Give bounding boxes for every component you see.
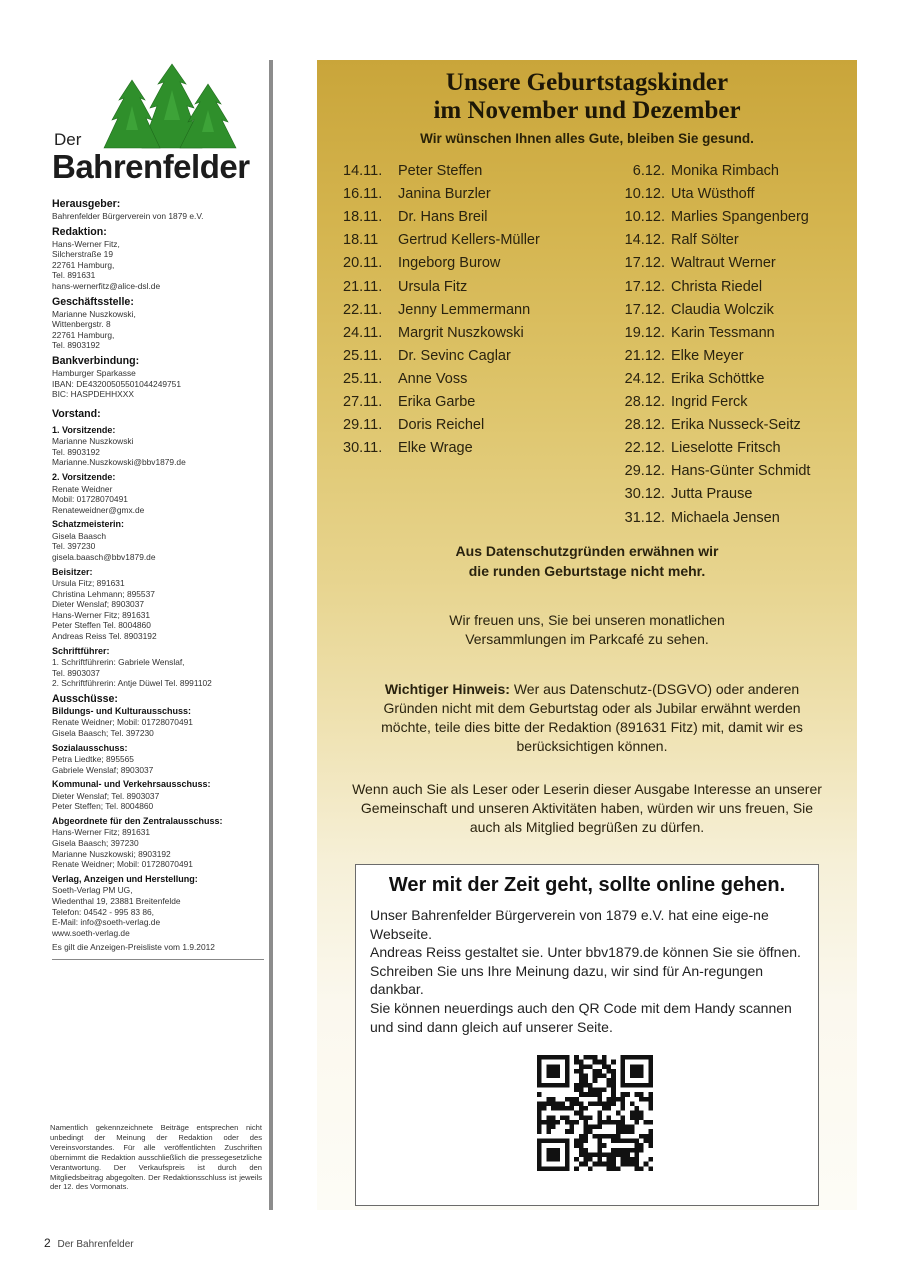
vorsitzende-1-line: Marianne Nuszkowski xyxy=(52,436,134,447)
bildungsausschuss-heading: Bildungs- und Kulturausschuss: xyxy=(52,705,192,716)
panel-subtitle: Wir wünschen Ihnen alles Gute, bleiben Sie gesund. xyxy=(420,131,754,146)
notice-label: Wichtiger Hinweis: xyxy=(384,681,510,697)
meeting-line1: Wir freuen uns, Sie bei unseren monatlichen xyxy=(449,612,725,628)
birthday-date: 14.11. xyxy=(343,163,383,179)
online-body xyxy=(370,906,806,1036)
bankverbindung-line: BIC: HASPDEHHXXX xyxy=(52,389,134,400)
footer-magazine-name: Der Bahrenfelder xyxy=(57,1239,134,1250)
birthday-entry xyxy=(343,348,511,364)
tree-logo-icon xyxy=(102,60,267,150)
birthday-date: 28.12. xyxy=(624,417,665,434)
redaktion-line: hans-wernerfitz@alice-dsl.de xyxy=(52,280,161,291)
birthday-name: Jutta Prause xyxy=(671,486,753,503)
birthday-entry xyxy=(343,232,540,248)
schatzmeisterin-heading: Schatzmeisterin: xyxy=(52,519,125,530)
beisitzer-line: Christina Lehmann; 895537 xyxy=(52,588,155,599)
birthday-entry xyxy=(343,186,491,202)
beisitzer-line: Dieter Wenslaf; 8903037 xyxy=(52,599,145,610)
birthday-name: Michaela Jensen xyxy=(671,509,780,526)
birthday-name: Margrit Nuszkowski xyxy=(398,324,524,341)
sozialausschuss-line: Petra Liedtke; 895565 xyxy=(52,754,134,765)
vorsitzende-1-line: Tel. 8903192 xyxy=(52,446,100,457)
birthday-date: 17.12. xyxy=(624,278,665,295)
birthday-panel xyxy=(317,60,857,1210)
birthday-date: 24.11. xyxy=(343,324,383,341)
schatzmeisterin-line: Gisela Baasch xyxy=(52,530,106,541)
birthday-entry xyxy=(343,440,473,456)
page-number: 2 xyxy=(44,1236,51,1250)
birthday-name: Dr. Hans Breil xyxy=(398,209,488,226)
birthday-date: 19.12. xyxy=(624,324,665,341)
birthday-name: Erika Schöttke xyxy=(671,370,765,387)
privacy-line2: die runden Geburtstage nicht mehr. xyxy=(468,563,706,579)
vorsitzende-1-heading: 1. Vorsitzende: xyxy=(52,424,116,435)
birthday-date: 29.12. xyxy=(624,463,665,480)
birthday-date: 21.11. xyxy=(343,278,383,295)
birthday-name: Uta Wüsthoff xyxy=(671,186,755,203)
sozialausschuss-line: Gabriele Wenslaf; 8903037 xyxy=(52,764,154,775)
redaktion-line: Hans-Werner Fitz, xyxy=(52,238,120,249)
birthday-entry xyxy=(609,255,776,271)
birthday-entry xyxy=(609,371,765,387)
birthday-name: Ingeborg Burow xyxy=(398,255,501,272)
birthday-date: 6.12. xyxy=(632,163,665,179)
birthday-date: 10.12. xyxy=(624,186,665,203)
birthday-entry xyxy=(609,302,774,318)
beisitzer-line: Hans-Werner Fitz; 891631 xyxy=(52,609,151,620)
schatzmeisterin-line: gisela.baasch@bbv1879.de xyxy=(52,551,156,562)
zentralausschuss-line: Gisela Baasch; 397230 xyxy=(52,838,139,849)
online-paragraph-2: Andreas Reiss gestaltet sie. Unter bbv1879.de können Sie sie öffnen. Schreiben Sie uns Ihre Meinung dazu, wir sind für An-regungen dankbar. xyxy=(370,944,801,998)
meeting-line2: Versammlungen im Parkcafé zu sehen. xyxy=(465,631,709,647)
online-paragraph-3: Sie können neuerdings auch den QR Code mit dem Handy scannen und sind dann gleich auf unserer Seite. xyxy=(370,999,792,1035)
birthday-name: Karin Tessmann xyxy=(671,324,775,341)
page-footer xyxy=(44,1236,134,1250)
birthday-entry xyxy=(609,163,779,179)
birthday-entry xyxy=(343,163,482,179)
bildungsausschuss-line: Renate Weidner; Mobil: 01728070491 xyxy=(52,717,193,728)
verlag-heading: Verlag, Anzeigen und Herstellung: xyxy=(52,873,198,884)
kommunalausschuss-heading: Kommunal- und Verkehrsausschuss: xyxy=(52,779,211,790)
beisitzer-line: Ursula Fitz; 891631 xyxy=(52,578,125,589)
geschaeftsstelle-line: Wittenbergstr. 8 xyxy=(52,319,111,330)
beisitzer-heading: Beisitzer: xyxy=(52,566,93,577)
redaktion-line: Tel. 891631 xyxy=(52,270,96,281)
geschaeftsstelle-line: Marianne Nuszkowski, xyxy=(52,308,136,319)
birthday-date: 24.12. xyxy=(624,370,665,387)
birthday-name: Claudia Wolczik xyxy=(671,301,774,318)
birthday-date: 25.11. xyxy=(343,370,383,387)
bildungsausschuss-line: Gisela Baasch; Tel. 397230 xyxy=(52,728,154,738)
important-notice xyxy=(357,680,827,756)
vorsitzende-2-line: Mobil: 01728070491 xyxy=(52,494,128,505)
birthday-date: 17.12. xyxy=(624,255,665,272)
birthday-entry xyxy=(609,279,762,295)
panel-title-line2: im November und Dezember xyxy=(433,97,741,124)
column-divider xyxy=(269,60,273,1210)
beisitzer-line: Andreas Reiss Tel. 8903192 xyxy=(52,631,157,642)
schriftfuehrer-line: 1. Schriftführerin: Gabriele Wenslaf, xyxy=(52,657,185,668)
vorsitzende-2-heading: 2. Vorsitzende: xyxy=(52,472,116,482)
vorstand-heading: Vorstand: xyxy=(52,407,101,420)
birthday-name: Waltraut Werner xyxy=(671,255,776,272)
verlag-line: Wiedenthal 19, 23881 Breitenfelde xyxy=(52,895,181,906)
birthday-name: Ingrid Ferck xyxy=(671,394,748,410)
birthday-date: 31.12. xyxy=(624,509,665,526)
birthday-entry xyxy=(343,255,500,271)
beisitzer-line: Peter Steffen Tel. 8004860 xyxy=(52,620,151,631)
birthday-name: Peter Steffen xyxy=(398,163,483,179)
vorsitzende-2-line: Renate Weidner xyxy=(52,483,113,494)
privacy-note xyxy=(317,541,857,581)
herausgeber-heading: Herausgeber: xyxy=(52,198,121,210)
schriftfuehrer-line: Tel. 8903037 xyxy=(52,667,100,678)
birthday-entry xyxy=(609,209,809,225)
online-box xyxy=(355,864,819,1206)
birthday-entry xyxy=(343,302,530,318)
birthday-name: Dr. Sevinc Caglar xyxy=(398,347,511,364)
membership-invite: Wenn auch Sie als Leser oder Leserin dieser Ausgabe Interesse an unserer Gemeinschaft und unseren Aktivitäten haben, würden wir uns freuen, Sie auch als Mitglied begrüßen zu dürfen. xyxy=(352,781,822,835)
birthday-name: Lieselotte Fritsch xyxy=(671,440,781,457)
birthday-entry xyxy=(343,325,524,341)
meeting-note xyxy=(317,611,857,649)
birthday-date: 10.12. xyxy=(624,209,665,226)
bankverbindung-line: Hamburger Sparkasse xyxy=(52,367,136,378)
birthday-entry xyxy=(609,186,755,202)
zentralausschuss-line: Renate Weidner; Mobil: 01728070491 xyxy=(52,859,193,870)
notice-text: Wer aus Datenschutz-(DSGVO) oder anderen Gründen nicht mit dem Geburtstag oder als Jubilar erwähnt werden möchte, teile dies bitte der Redaktion (891631 Fitz) mit, damit wir es berücksichtigen können. xyxy=(381,681,803,754)
vorsitzende-1-line: Marianne.Nuszkowski@bbv1879.de xyxy=(52,457,186,468)
imprint-column xyxy=(40,60,272,1210)
birthday-name: Doris Reichel xyxy=(398,417,485,434)
verlag-line: E-Mail: info@soeth-verlag.de xyxy=(52,917,161,928)
birthday-name: Gertrud Kellers-Müller xyxy=(398,232,540,249)
birthday-entry xyxy=(343,417,484,433)
birthday-entry xyxy=(343,394,475,410)
birthday-name: Hans-Günter Schmidt xyxy=(671,463,811,480)
birthday-entry xyxy=(609,486,752,502)
birthday-name: Ursula Fitz xyxy=(398,278,468,295)
birthday-entry xyxy=(609,232,739,248)
birthday-name: Erika Garbe xyxy=(398,394,476,410)
birthday-date: 20.11. xyxy=(343,255,383,272)
vorsitzende-2-line: Renateweidner@gmx.de xyxy=(52,504,145,515)
birthday-entry xyxy=(609,440,781,456)
birthday-date: 21.12. xyxy=(624,347,665,364)
logo-bahrenfelder: Bahrenfelder xyxy=(52,148,250,185)
birthday-date: 17.12. xyxy=(624,301,665,318)
verlag-line: www.soeth-verlag.de xyxy=(52,927,130,938)
geschaeftsstelle-line: Tel. 8903192 xyxy=(52,340,100,351)
disclaimer-text: Namentlich gekennzeichnete Beiträge entsprechen nicht unbedingt der Meinung der Redaktion oder des Vereinsvorstandes. Für alle veröffentlichten Zuschriften übernimmt die Redaktion ausschließlich die pressegesetzliche Verantwortung. Der Verkaufspreis ist durch den Mitgliedsbeitrag abgegolten. Der Redaktionsschluss ist jeweils der 12. des Vormonats. xyxy=(50,1123,262,1192)
qr-code-icon[interactable] xyxy=(537,1055,653,1171)
birthday-date: 16.11. xyxy=(343,186,383,203)
birthday-name: Elke Meyer xyxy=(671,347,744,364)
magazine-logo xyxy=(52,60,267,185)
birthday-name: Ralf Sölter xyxy=(671,232,739,249)
zentralausschuss-heading: Abgeordnete für den Zentralausschuss: xyxy=(52,815,223,826)
birthday-entry xyxy=(609,325,775,341)
schatzmeisterin-line: Tel. 397230 xyxy=(52,541,96,552)
birthday-name: Marlies Spangenberg xyxy=(671,209,809,226)
bankverbindung-line: IBAN: DE43200505501044249751 xyxy=(52,378,181,389)
birthday-name: Erika Nusseck-Seitz xyxy=(671,417,801,434)
birthday-name: Elke Wrage xyxy=(398,440,473,457)
verlag-line: Telefon: 04542 - 995 83 86, xyxy=(52,906,154,917)
birthday-date: 28.12. xyxy=(624,394,665,410)
birthday-name: Monika Rimbach xyxy=(671,163,779,179)
redaktion-line: Silcherstraße 19 xyxy=(52,249,113,260)
privacy-line1: Aus Datenschutzgründen erwähnen wir xyxy=(455,543,719,559)
birthday-name: Jenny Lemmermann xyxy=(398,301,531,318)
herausgeber-line: Bahrenfelder Bürgerverein von 1879 e.V. xyxy=(52,211,204,221)
online-paragraph-1: Unser Bahrenfelder Bürgerverein von 1879 e.V. hat eine eige-ne Webseite. xyxy=(370,907,769,942)
birthday-entry xyxy=(343,371,467,387)
preisliste-note: Es gilt die Anzeigen-Preisliste vom 1.9.2012 xyxy=(52,942,215,953)
birthday-date: 25.11. xyxy=(343,347,383,364)
bankverbindung-heading: Bankverbindung: xyxy=(52,354,140,367)
birthday-name: Anne Voss xyxy=(398,370,468,387)
birthday-date: 18.11 xyxy=(343,232,379,249)
redaktion-line: 22761 Hamburg, xyxy=(52,259,115,270)
birthday-date: 18.11. xyxy=(343,209,383,226)
kommunalausschuss-line: Peter Steffen; Tel. 8004860 xyxy=(52,801,154,812)
birthday-entry xyxy=(609,417,801,433)
birthday-date: 27.11. xyxy=(343,394,383,410)
birthday-entry xyxy=(343,209,487,225)
geschaeftsstelle-line: 22761 Hamburg, xyxy=(52,329,115,340)
panel-title-line1: Unsere Geburtstagskinder xyxy=(445,69,729,96)
birthday-date: 30.11. xyxy=(343,440,383,457)
birthday-date: 22.11. xyxy=(343,301,383,318)
birthday-entry xyxy=(609,394,748,410)
geschaeftsstelle-heading: Geschäftsstelle: xyxy=(52,295,134,308)
birthday-date: 22.12. xyxy=(624,440,665,457)
kommunalausschuss-line: Dieter Wenslaf; Tel. 8903037 xyxy=(52,790,160,801)
sozialausschuss-heading: Sozialausschuss: xyxy=(52,742,128,753)
verlag-line: Soeth-Verlag PM UG, xyxy=(52,885,133,896)
zentralausschuss-line: Hans-Werner Fitz; 891631 xyxy=(52,827,151,838)
birthday-entry xyxy=(609,348,744,364)
logo-der: Der xyxy=(54,130,82,149)
birthday-date: 30.12. xyxy=(624,486,665,503)
schriftfuehrer-heading: Schriftführer: xyxy=(52,645,110,656)
online-heading: Wer mit der Zeit geht, sollte online gehen. xyxy=(388,874,786,896)
schriftfuehrer-line: 2. Schriftführerin: Antje Düwel Tel. 8991102 xyxy=(52,678,212,689)
ausschuesse-heading: Ausschüsse: xyxy=(52,692,118,705)
redaktion-heading: Redaktion: xyxy=(52,225,107,238)
birthday-entry xyxy=(609,463,810,479)
birthday-date: 29.11. xyxy=(343,417,383,434)
birthday-name: Christa Riedel xyxy=(671,278,763,295)
birthday-entry xyxy=(609,510,780,526)
zentralausschuss-line: Marianne Nuszkowski; 8903192 xyxy=(52,848,171,859)
birthday-name: Janina Burzler xyxy=(398,186,491,203)
imprint-block xyxy=(52,198,264,960)
birthday-entry xyxy=(343,279,467,295)
imprint-rule xyxy=(52,959,264,960)
birthday-date: 14.12. xyxy=(624,232,665,249)
